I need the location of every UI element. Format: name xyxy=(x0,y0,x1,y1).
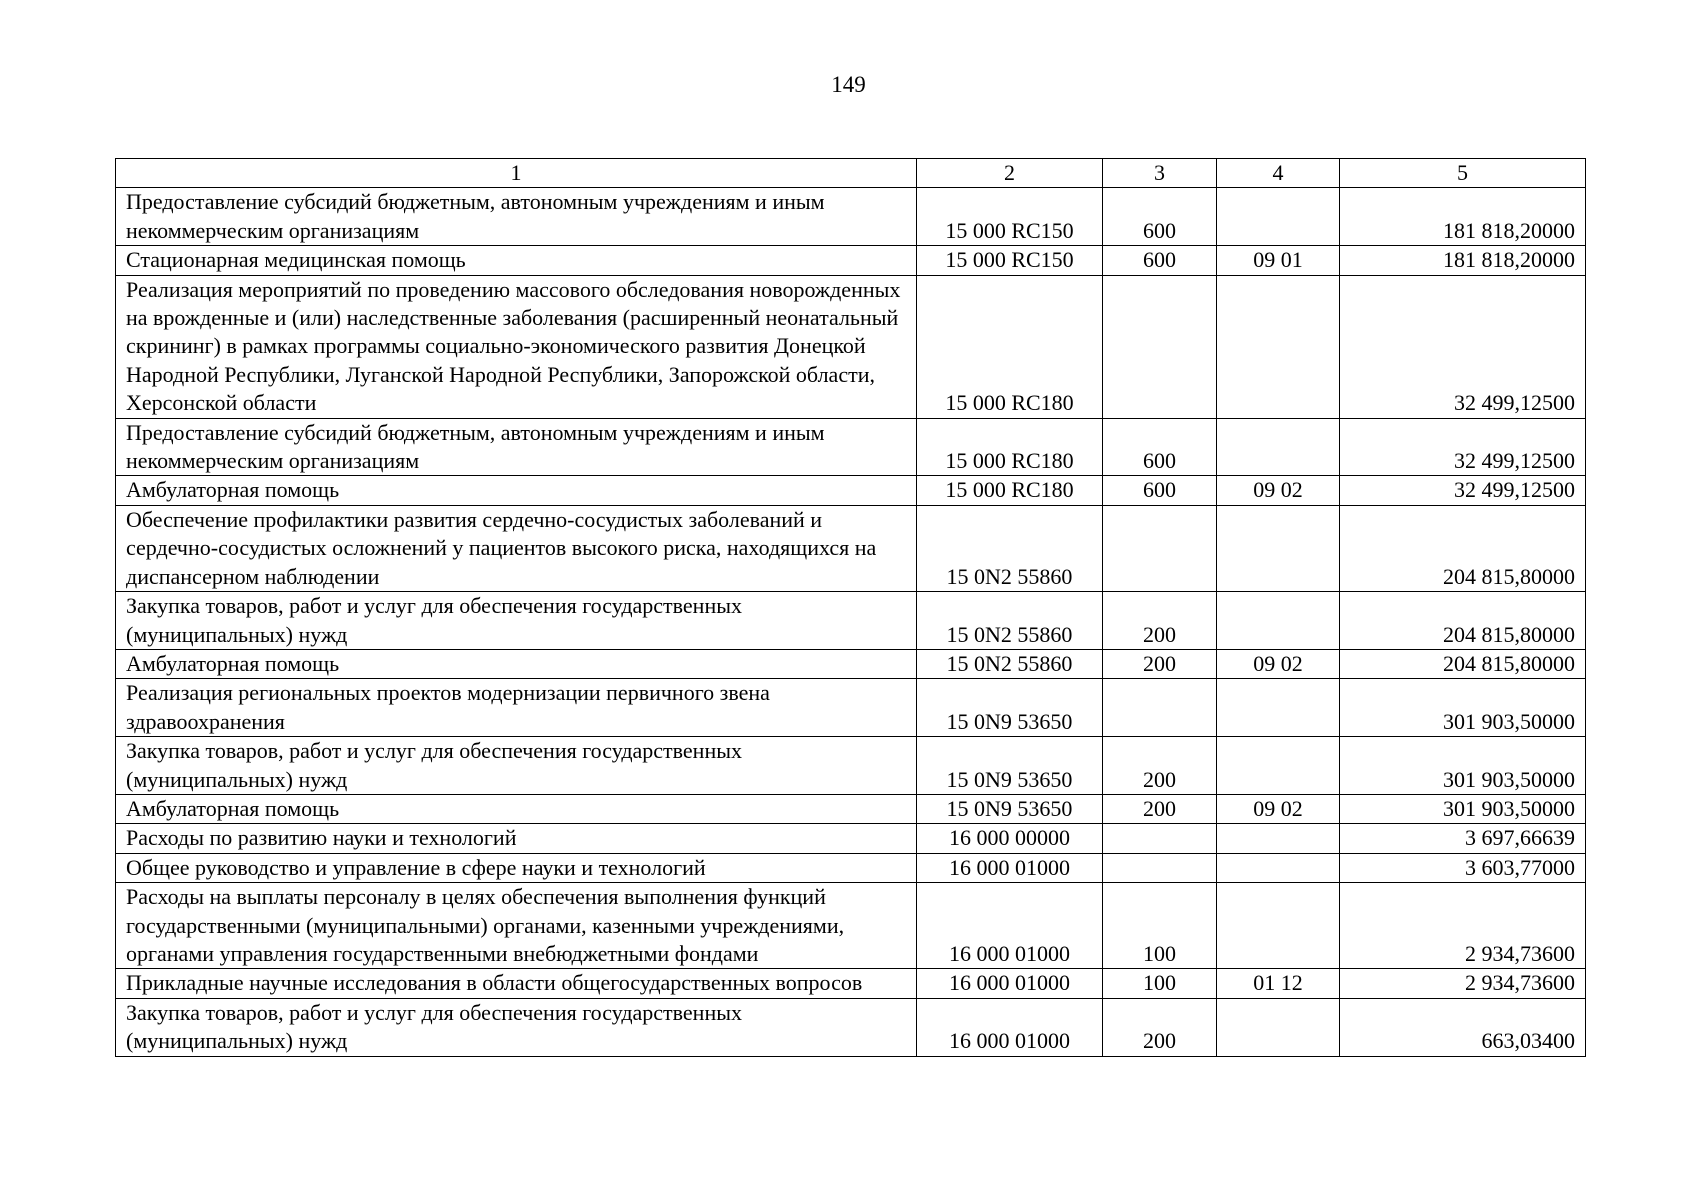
table-header-row xyxy=(116,159,1586,188)
row-expense-type-cell xyxy=(1103,824,1217,853)
row-section-cell: 09 02 xyxy=(1217,649,1340,678)
row-amount-cell: 181 818,20000 xyxy=(1340,246,1586,275)
row-expense-type-cell: 200 xyxy=(1103,794,1217,823)
row-expense-type-cell: 200 xyxy=(1103,649,1217,678)
row-section-cell: 09 02 xyxy=(1217,476,1340,505)
column-header-1: 1 xyxy=(116,159,917,188)
row-expense-type-cell: 600 xyxy=(1103,476,1217,505)
row-name-cell: Закупка товаров, работ и услуг для обеспечения государственных (муниципальных) нужд xyxy=(116,592,917,650)
row-code-cell: 15 000 RC180 xyxy=(917,275,1103,418)
row-amount-cell: 32 499,12500 xyxy=(1340,418,1586,476)
row-expense-type-cell xyxy=(1103,679,1217,737)
row-amount-cell: 3 697,66639 xyxy=(1340,824,1586,853)
row-name-cell: Амбулаторная помощь xyxy=(116,794,917,823)
row-amount-cell: 204 815,80000 xyxy=(1340,592,1586,650)
row-section-cell xyxy=(1217,824,1340,853)
row-expense-type-cell xyxy=(1103,853,1217,882)
row-expense-type-cell: 600 xyxy=(1103,418,1217,476)
row-amount-cell: 2 934,73600 xyxy=(1340,969,1586,998)
row-section-cell xyxy=(1217,592,1340,650)
row-expense-type-cell: 100 xyxy=(1103,969,1217,998)
row-code-cell: 15 000 RC180 xyxy=(917,476,1103,505)
row-section-cell: 09 02 xyxy=(1217,794,1340,823)
row-section-cell xyxy=(1217,883,1340,969)
row-section-cell: 01 12 xyxy=(1217,969,1340,998)
row-code-cell: 16 000 01000 xyxy=(917,883,1103,969)
table-row xyxy=(116,649,1586,678)
row-code-cell: 15 0N2 55860 xyxy=(917,505,1103,591)
row-section-cell xyxy=(1217,418,1340,476)
row-code-cell: 16 000 01000 xyxy=(917,853,1103,882)
row-section-cell xyxy=(1217,853,1340,882)
row-amount-cell: 301 903,50000 xyxy=(1340,679,1586,737)
row-code-cell: 15 0N9 53650 xyxy=(917,679,1103,737)
column-header-2: 2 xyxy=(917,159,1103,188)
row-expense-type-cell: 200 xyxy=(1103,592,1217,650)
row-name-cell: Амбулаторная помощь xyxy=(116,649,917,678)
row-name-cell: Амбулаторная помощь xyxy=(116,476,917,505)
table-row xyxy=(116,476,1586,505)
page-number: 149 xyxy=(831,72,866,97)
row-amount-cell: 663,03400 xyxy=(1340,998,1586,1056)
row-expense-type-cell xyxy=(1103,505,1217,591)
table-row xyxy=(116,246,1586,275)
row-code-cell: 16 000 01000 xyxy=(917,998,1103,1056)
row-section-cell: 09 01 xyxy=(1217,246,1340,275)
column-header-5: 5 xyxy=(1340,159,1586,188)
table-row xyxy=(116,853,1586,882)
row-section-cell xyxy=(1217,505,1340,591)
row-section-cell xyxy=(1217,679,1340,737)
row-name-cell: Закупка товаров, работ и услуг для обеспечения государственных (муниципальных) нужд xyxy=(116,737,917,795)
table-row xyxy=(116,824,1586,853)
row-expense-type-cell xyxy=(1103,275,1217,418)
row-amount-cell: 32 499,12500 xyxy=(1340,476,1586,505)
table-row xyxy=(116,275,1586,418)
row-expense-type-cell: 600 xyxy=(1103,188,1217,246)
table-row xyxy=(116,794,1586,823)
table-row xyxy=(116,188,1586,246)
row-amount-cell: 32 499,12500 xyxy=(1340,275,1586,418)
row-name-cell: Закупка товаров, работ и услуг для обеспечения государственных (муниципальных) нужд xyxy=(116,998,917,1056)
row-name-cell: Прикладные научные исследования в области общегосударственных вопросов xyxy=(116,969,917,998)
row-expense-type-cell: 600 xyxy=(1103,246,1217,275)
row-name-cell: Стационарная медицинская помощь xyxy=(116,246,917,275)
table-row xyxy=(116,969,1586,998)
table-row xyxy=(116,737,1586,795)
row-amount-cell: 301 903,50000 xyxy=(1340,737,1586,795)
row-code-cell: 15 0N9 53650 xyxy=(917,737,1103,795)
row-code-cell: 15 000 RC150 xyxy=(917,246,1103,275)
row-name-cell: Предоставление субсидий бюджетным, автономным учреждениям и иным некоммерческим организациям xyxy=(116,188,917,246)
row-section-cell xyxy=(1217,737,1340,795)
table-row xyxy=(116,998,1586,1056)
row-name-cell: Реализация мероприятий по проведению массового обследования новорожденных на врожденные и (или) наследственные заболевания (расширенный неонатальный скрининг) в рамках программы социально-экономического развития Донецкой Народной Республики, Луганской Народной Республики, Запорожской области, Херсонской области xyxy=(116,275,917,418)
row-section-cell xyxy=(1217,188,1340,246)
column-header-4: 4 xyxy=(1217,159,1340,188)
row-expense-type-cell: 200 xyxy=(1103,998,1217,1056)
row-code-cell: 15 0N9 53650 xyxy=(917,794,1103,823)
row-amount-cell: 2 934,73600 xyxy=(1340,883,1586,969)
row-amount-cell: 181 818,20000 xyxy=(1340,188,1586,246)
table-row xyxy=(116,592,1586,650)
row-name-cell: Расходы по развитию науки и технологий xyxy=(116,824,917,853)
row-code-cell: 15 0N2 55860 xyxy=(917,649,1103,678)
table-row xyxy=(116,505,1586,591)
row-expense-type-cell: 100 xyxy=(1103,883,1217,969)
row-amount-cell: 301 903,50000 xyxy=(1340,794,1586,823)
row-amount-cell: 204 815,80000 xyxy=(1340,505,1586,591)
column-header-3: 3 xyxy=(1103,159,1217,188)
row-amount-cell: 204 815,80000 xyxy=(1340,649,1586,678)
row-section-cell xyxy=(1217,275,1340,418)
row-section-cell xyxy=(1217,998,1340,1056)
row-name-cell: Расходы на выплаты персоналу в целях обеспечения выполнения функций государственными (муниципальными) органами, казенными учреждениями, органами управления государственными внебюджетными фондами xyxy=(116,883,917,969)
row-code-cell: 15 000 RC180 xyxy=(917,418,1103,476)
row-name-cell: Обеспечение профилактики развития сердечно-сосудистых заболеваний и сердечно-сосудистых осложнений у пациентов высокого риска, находящихся на диспансерном наблюдении xyxy=(116,505,917,591)
row-amount-cell: 3 603,77000 xyxy=(1340,853,1586,882)
table-row xyxy=(116,883,1586,969)
row-name-cell: Предоставление субсидий бюджетным, автономным учреждениям и иным некоммерческим организациям xyxy=(116,418,917,476)
row-code-cell: 16 000 01000 xyxy=(917,969,1103,998)
budget-table xyxy=(115,158,1586,1057)
row-name-cell: Общее руководство и управление в сфере науки и технологий xyxy=(116,853,917,882)
table-row xyxy=(116,418,1586,476)
row-name-cell: Реализация региональных проектов модернизации первичного звена здравоохранения xyxy=(116,679,917,737)
row-code-cell: 15 0N2 55860 xyxy=(917,592,1103,650)
row-code-cell: 15 000 RC150 xyxy=(917,188,1103,246)
row-code-cell: 16 000 00000 xyxy=(917,824,1103,853)
table-row xyxy=(116,679,1586,737)
row-expense-type-cell: 200 xyxy=(1103,737,1217,795)
